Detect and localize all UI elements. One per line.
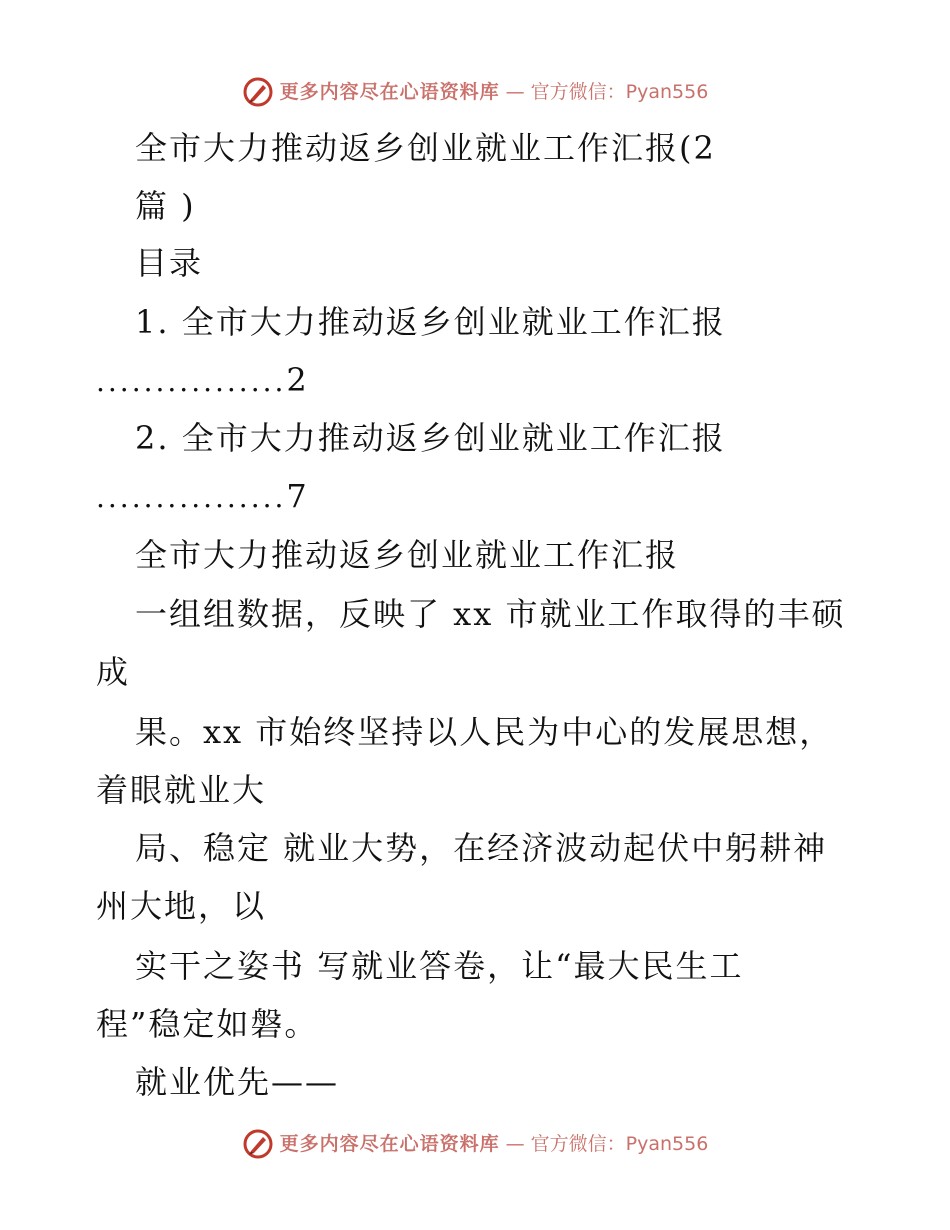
body-line-2: 成: [96, 653, 131, 691]
toc-item-1-page: 2: [286, 361, 309, 399]
section-title: 全市大力推动返乡创业就业工作汇报: [135, 536, 680, 574]
toc-item-2-page: 7: [286, 477, 309, 515]
watermark-header: [0, 76, 950, 108]
body-line-9: 就业优先——: [135, 1063, 340, 1101]
toc-item-1-label: 1. 全市大力推动返乡创业就业工作汇报: [135, 303, 726, 341]
toc-heading: 目录: [135, 244, 204, 282]
body-line-6: 州大地，以: [96, 887, 267, 925]
watermark-site-text: 更多内容尽在心语资料库: [279, 1133, 500, 1155]
body-line-3: 果。xx 市始终坚持以人民为中心的发展思想，: [135, 713, 834, 751]
pen-logo-icon: [242, 76, 274, 108]
toc-item-1-leader: ................: [96, 365, 287, 398]
watermark-site-text: 更多内容尽在心语资料库: [279, 81, 500, 103]
watermark-separator: —: [505, 1133, 525, 1155]
toc-item-2-label: 2. 全市大力推动返乡创业就业工作汇报: [135, 419, 726, 457]
toc-item-2-leader-row: [96, 476, 309, 518]
body-line-1: 一组组数据，反映了 xx 市就业工作取得的丰硕: [135, 595, 846, 633]
watermark-footer: [0, 1128, 950, 1160]
watermark-separator: —: [505, 81, 525, 103]
body-line-5: 局、稳定 就业大势，在经济波动起伏中躬耕神: [135, 829, 828, 867]
watermark-wechat-text: 官方微信：Pyan556: [530, 1133, 709, 1155]
pen-logo-icon: [242, 1128, 274, 1160]
watermark-wechat-text: 官方微信：Pyan556: [530, 81, 709, 103]
doc-title-line-2: 篇 ): [135, 187, 196, 225]
toc-item-2-leader: ................: [96, 481, 287, 514]
body-line-4: 着眼就业大: [96, 771, 267, 809]
doc-title-line-1: 全市大力推动返乡创业就业工作汇报(2: [135, 129, 716, 167]
body-line-7: 实干之姿书 写就业答卷，让“最大民生工: [135, 947, 744, 985]
body-line-8: 程”稳定如磐。: [96, 1005, 319, 1043]
toc-item-1-leader-row: [96, 360, 309, 402]
